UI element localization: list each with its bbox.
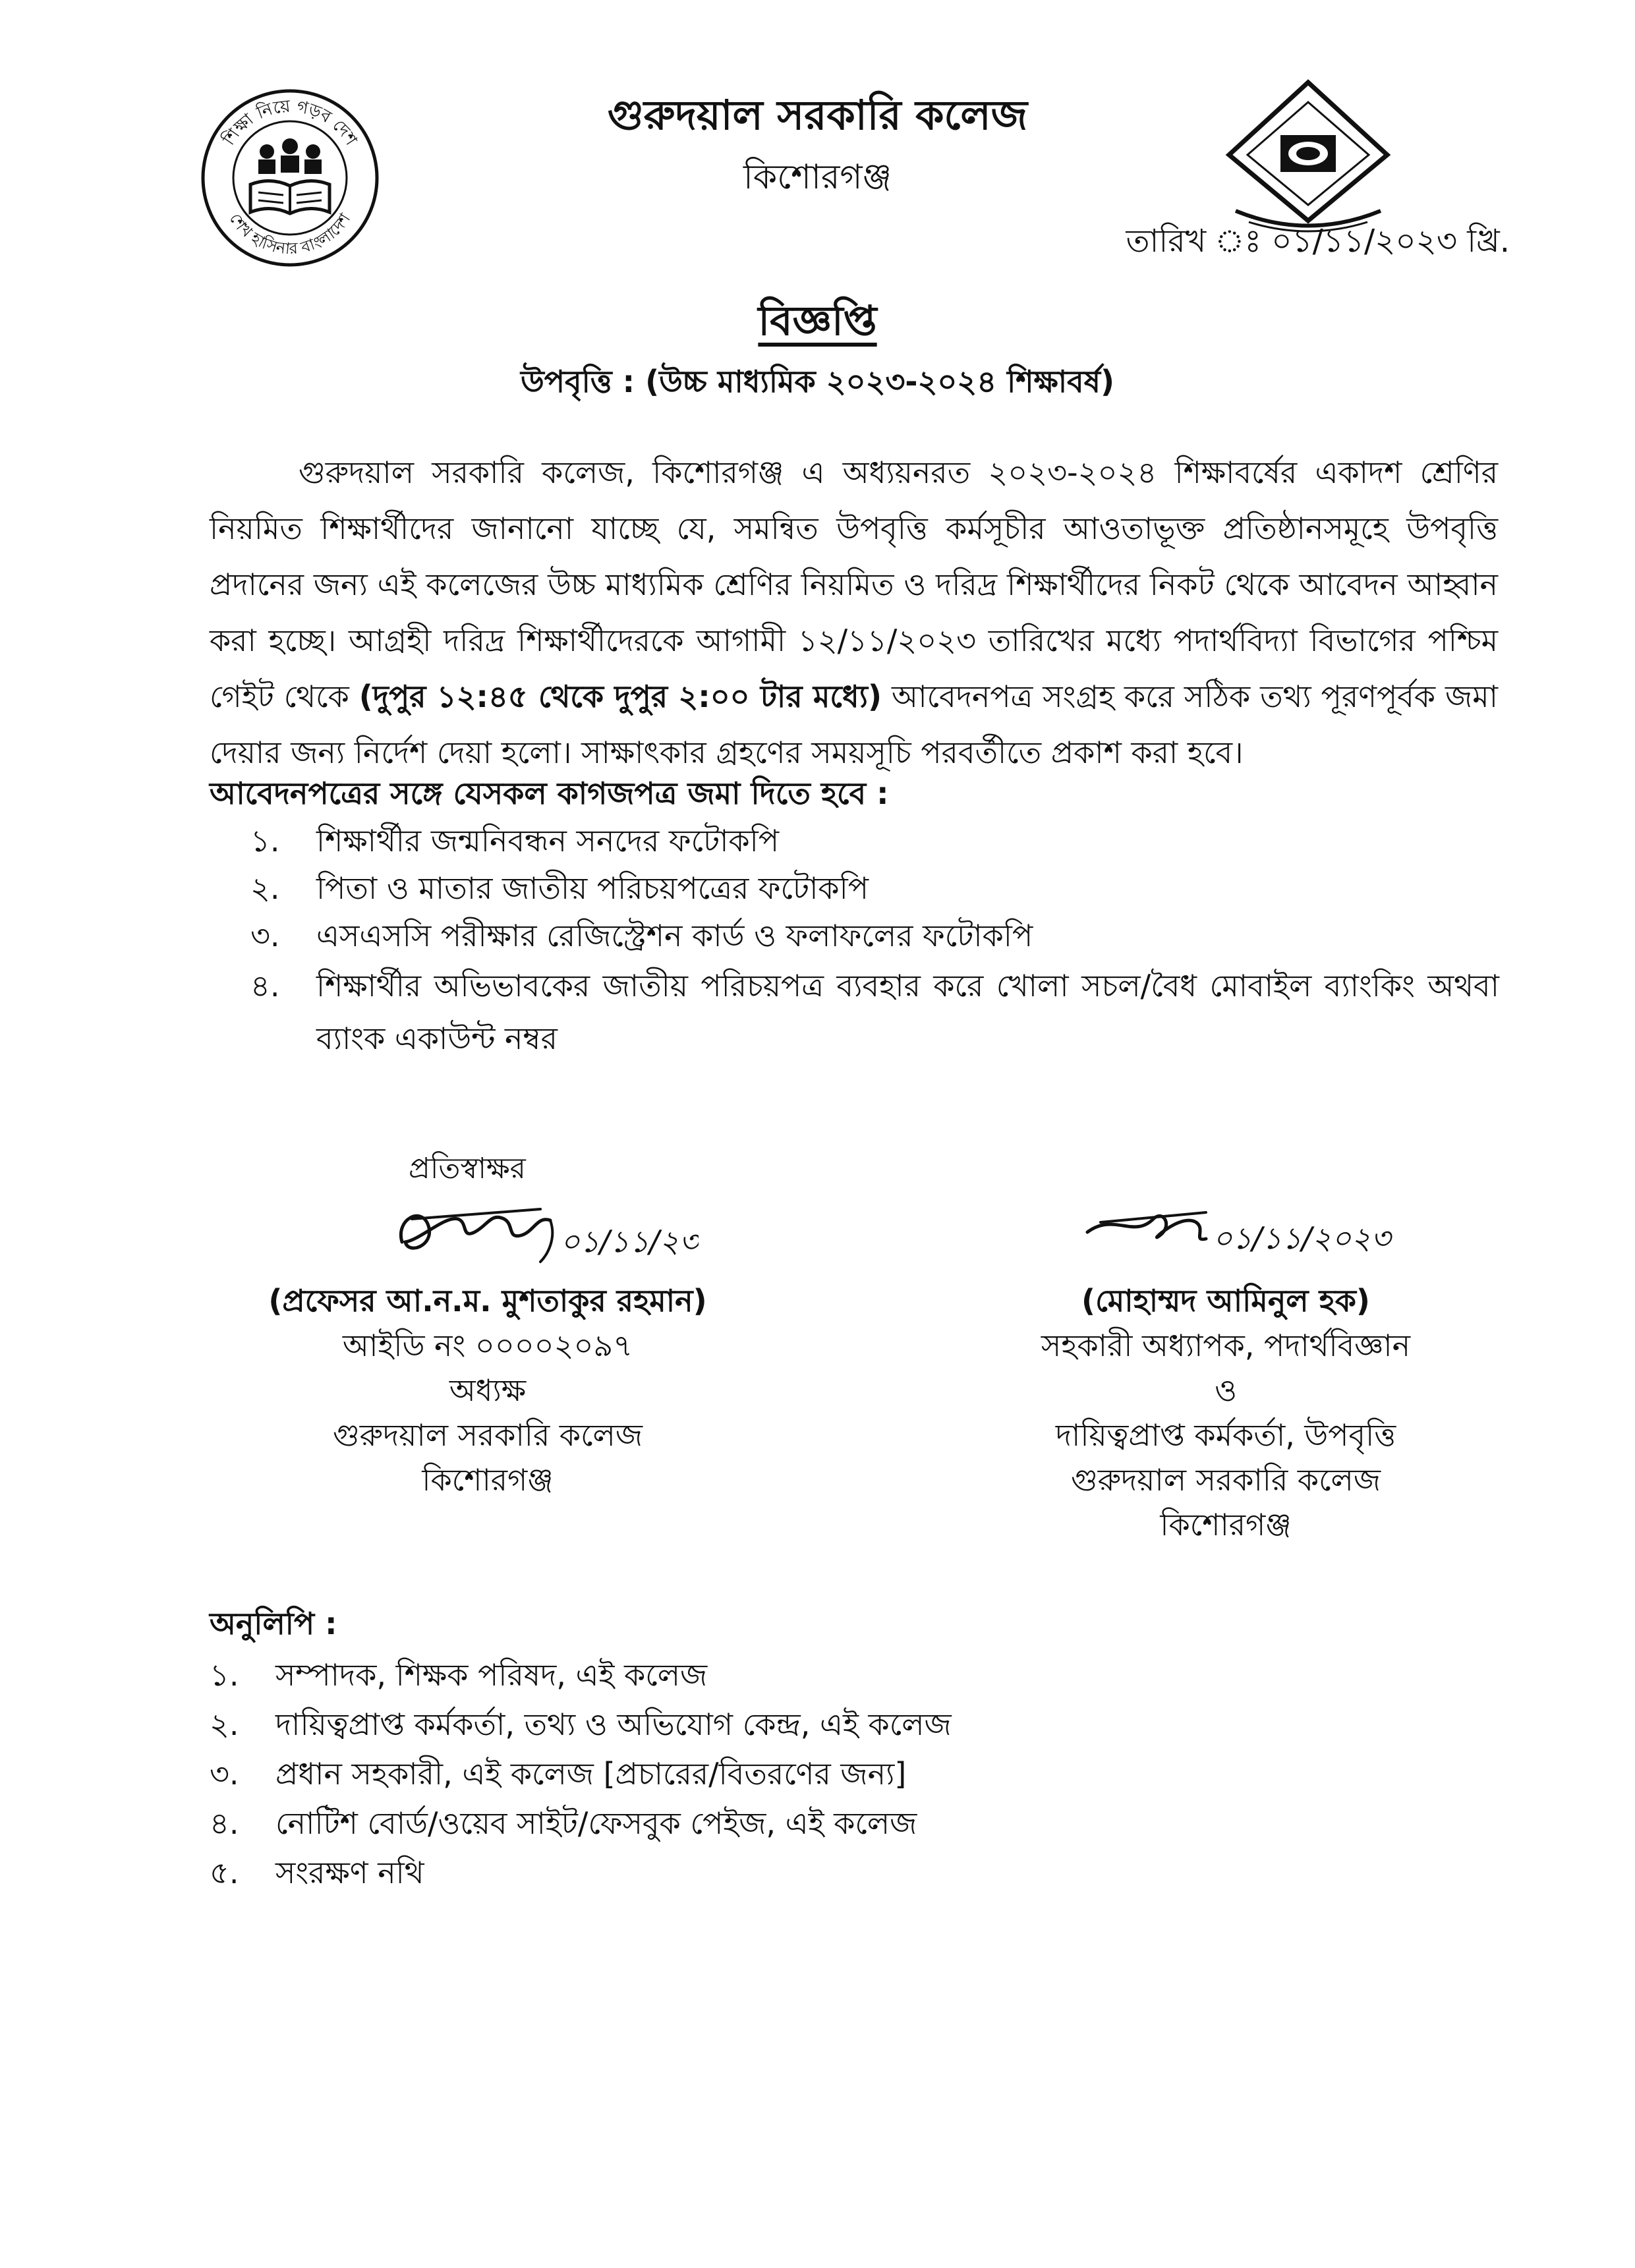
list-text: এসএসসি পরীক্ষার রেজিস্ট্রেশন কার্ড ও ফলাফলের ফটোকপি <box>316 918 1033 953</box>
list-number: ২. <box>210 1707 239 1742</box>
college-name: গুরুদয়াল সরকারি কলেজ <box>607 91 1028 139</box>
body-time-window: (দুপুর ১২:৪৫ থেকে দুপুর ২:০০ টার মধ্যে) <box>359 679 882 714</box>
signatory-officer <box>982 1278 1470 1547</box>
list-number: ৪. <box>210 1805 239 1841</box>
signature-left <box>382 1179 699 1281</box>
list-number: ১. <box>250 823 280 859</box>
list-text: দায়িত্বপ্রাপ্ত কর্মকর্তা, তথ্য ও অভিযোগ কেন্দ্র, এই কলেজ <box>275 1707 952 1742</box>
signature-left-date: ০১/১১/২৩ <box>560 1224 699 1259</box>
signatory-name: (মোহাম্মদ আমিনুল হক) <box>1081 1283 1370 1318</box>
list-text: সম্পাদক, শিক্ষক পরিষদ, এই কলেজ <box>275 1657 708 1693</box>
list-item <box>250 912 1499 959</box>
list-number: ৩. <box>250 918 280 953</box>
list-text: শিক্ষার্থীর অভিভাবকের জাতীয় পরিচয়পত্র ব্যবহার করে খোলা সচল/বৈধ মোবাইল ব্যাংকিং অথবা ব্যাংক একাউন্ট নম্বর <box>316 968 1499 1056</box>
list-item <box>210 1848 1462 1898</box>
notice-subject: উপবৃত্তি : (উচ্চ মাধ্যমিক ২০২৩-২০২৪ শিক্ষাবর্ষ) <box>520 364 1115 399</box>
copies-list <box>210 1651 1462 1898</box>
list-item <box>210 1749 1462 1799</box>
documents-list <box>250 817 1499 1065</box>
signature-right <box>1074 1186 1443 1274</box>
list-text: সংরক্ষণ নথি <box>275 1855 424 1890</box>
signatory-name: (প্রফেসর আ.ন.ম. মুশতাকুর রহমান) <box>268 1283 707 1318</box>
signatory-college: গুরুদয়াল সরকারি কলেজ <box>333 1417 643 1453</box>
list-number: ৫. <box>210 1855 239 1890</box>
list-number: ৪. <box>250 968 280 1004</box>
list-item <box>210 1799 1462 1848</box>
signatory-place: কিশোরগঞ্জ <box>422 1462 554 1498</box>
signatory-designation: অধ্যক্ষ <box>449 1373 527 1408</box>
signatory-designation: সহকারী অধ্যাপক, পদার্থবিজ্ঞান <box>1041 1328 1411 1363</box>
list-item <box>210 1700 1462 1749</box>
signatory-conjunction: ও <box>1215 1373 1237 1408</box>
notice-date: তারিখ ঃ ০১/১১/২০২৩ খ্রি. <box>1126 223 1510 260</box>
signatory-principal <box>250 1278 725 1502</box>
list-item <box>210 1651 1462 1700</box>
notice-title <box>0 290 1635 358</box>
list-item <box>250 959 1499 1065</box>
signature-right-date: ০১/১১/২০২৩ <box>1213 1220 1391 1256</box>
list-text: নোটিশ বোর্ড/ওয়েব সাইট/ফেসবুক পেইজ, এই কলেজ <box>275 1805 917 1841</box>
svg-text:শিক্ষা নিয়ে গড়ব দেশ: শিক্ষা নিয়ে গড়ব দেশ <box>219 96 361 150</box>
list-text: শিক্ষার্থীর জন্মনিবন্ধন সনদের ফটোকপি <box>316 823 780 859</box>
signatory-place: কিশোরগঞ্জ <box>1160 1507 1292 1543</box>
body-part-2: আবেদনপত্র সংগ্রহ করে সঠিক তথ্য পূরণপূর্বক জমা দেয়ার জন্য নির্দেশ দেয়া হলো। সাক্ষাৎকার গ্রহণের সময়সূচি পরবর্তীতে প্রকাশ করা হবে। <box>210 679 1498 770</box>
college-place: কিশোরগঞ্জ <box>743 157 892 197</box>
list-number: ২. <box>250 870 280 906</box>
list-item <box>250 817 1499 865</box>
copies-heading: অনুলিপি : <box>210 1606 337 1641</box>
signatory-id: আইডি নং ০০০০২০৯৭ <box>342 1328 633 1363</box>
body-part-1: গুরুদয়াল সরকারি কলেজ, কিশোরগঞ্জ এ অধ্যয়নরত ২০২৩-২০২৪ শিক্ষাবর্ষের একাদশ শ্রেণির নিয়মিত শিক্ষার্থীদের জানানো যাচ্ছে যে, সমন্বিত উপবৃত্তি কর্মসূচীর আওতাভূক্ত প্রতিষ্ঠানসমূহে উপবৃত্তি প্রদানের জন্য এই কলেজের উচ্চ মাধ্যমিক শ্রেণির নিয়মিত ও দরিদ্র শিক্ষার্থীদের নিকট থেকে আবেদন আহ্বান করা হচ্ছে। আগ্রহী দরিদ্র শিক্ষার্থীদেরকে আগামী ১২/১১/২০২৩ তারিখের মধ্যে পদার্থবিদ্যা বিভাগের পশ্চিম গেইট থেকে <box>210 455 1498 714</box>
countersign-label: প্রতিস্বাক্ষর <box>409 1152 526 1185</box>
list-number: ১. <box>210 1657 239 1693</box>
list-item <box>250 865 1499 912</box>
signatory-college: গুরুদয়াল সরকারি কলেজ <box>1071 1462 1381 1498</box>
notice-title-text: বিজ্ঞপ্তি <box>758 297 877 345</box>
documents-heading: আবেদনপত্রের সঙ্গে যেসকল কাগজপত্র জমা দিতে হবে : <box>210 776 889 811</box>
list-text: পিতা ও মাতার জাতীয় পরিচয়পত্রের ফটোকপি <box>316 870 869 906</box>
list-text: প্রধান সহকারী, এই কলেজ [প্রচারের/বিতরণের জন্য] <box>275 1756 907 1792</box>
svg-text:শেখ হাসিনার বাংলাদেশ: শেখ হাসিনার বাংলাদেশ <box>225 210 355 258</box>
signatory-role: দায়িত্বপ্রাপ্ত কর্মকর্তা, উপবৃত্তি <box>1055 1417 1396 1453</box>
notice-body <box>210 445 1498 781</box>
list-number: ৩. <box>210 1756 239 1792</box>
